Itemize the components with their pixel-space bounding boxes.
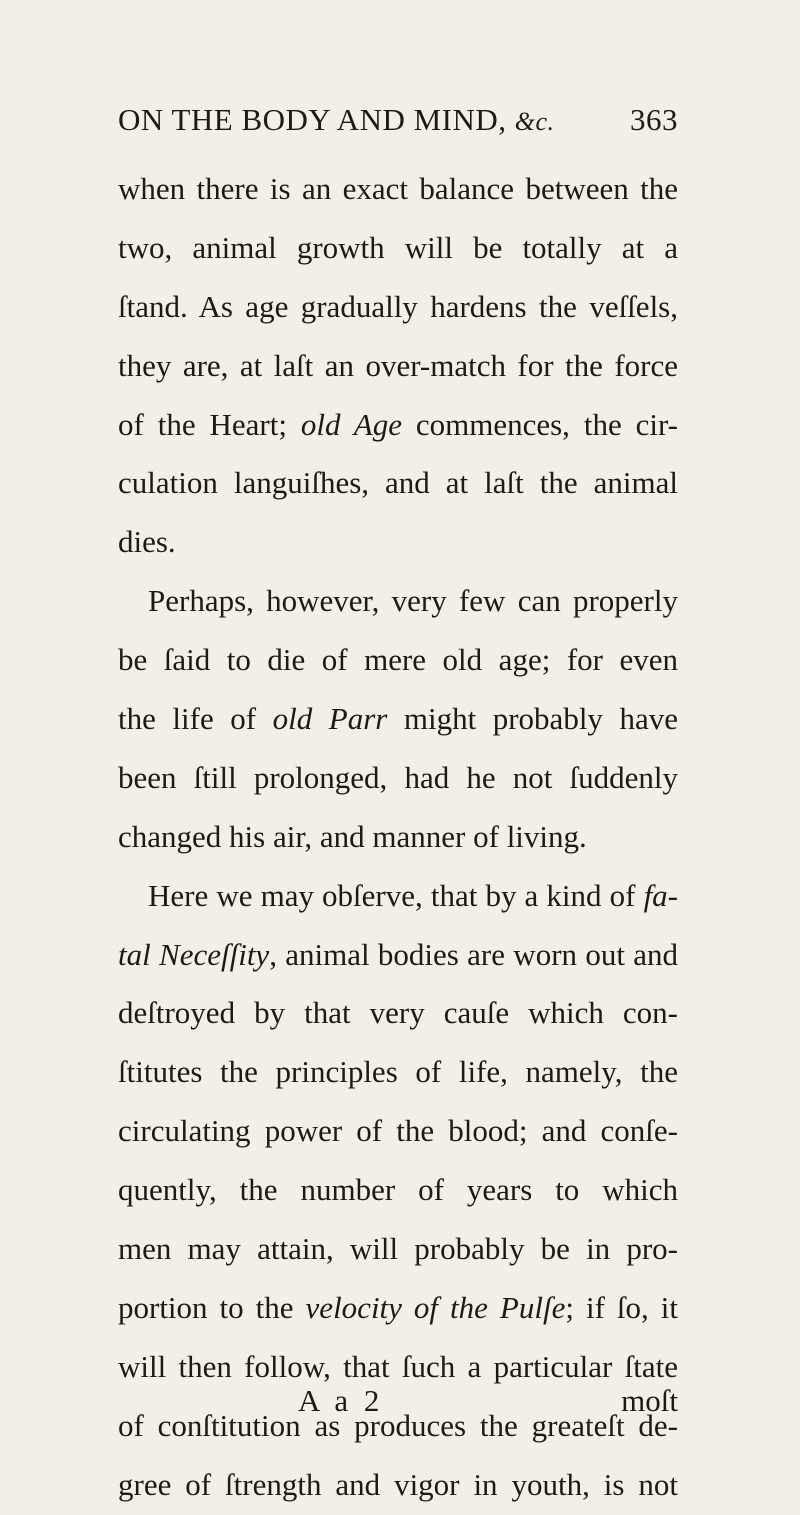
italic-text: velocity of the Pulſe — [305, 1289, 566, 1325]
italic-text: tal Neceſſity — [118, 936, 270, 972]
text-line: when there is an exact balance between the — [118, 171, 678, 206]
italic-text: old Parr — [272, 701, 388, 737]
text-line: ſtitutes the principles of life, namely, the — [118, 1054, 678, 1090]
text-line: culation languiſhes, and at laſt the animal — [118, 465, 678, 501]
italic-text: old Age — [300, 406, 402, 442]
text-line: been ſtill prolonged, had he not ſuddenly — [118, 759, 678, 795]
text-line: of the Heart; old Age commences, the cir- — [118, 406, 678, 442]
running-head: ON THE BODY AND MIND, &c. — [118, 102, 555, 137]
text-line: Here we may obſerve, that by a kind of fa- — [148, 877, 678, 913]
catchword: moſt — [621, 1383, 678, 1418]
text-line: changed his air, and manner of living. — [118, 818, 587, 854]
text-line: ſtand. As age gradually hardens the veſſels, — [118, 288, 678, 324]
signature-mark: A a 2 — [298, 1383, 384, 1418]
page-footer — [118, 1383, 678, 1423]
body-text — [118, 160, 678, 1514]
text-line: men may attain, will probably be in pro- — [118, 1231, 678, 1267]
text-line: gree of ſtrength and vigor in youth, is not — [118, 1466, 678, 1502]
page-number: 363 — [630, 102, 678, 137]
text-line: of conſtitution as produces the greateſt de- — [118, 1407, 678, 1443]
text-line: quently, the number of years to which — [118, 1172, 678, 1208]
text-line: tal Neceſſity, animal bodies are worn out and — [118, 936, 679, 972]
text-line: dies. — [118, 524, 176, 560]
text-line: Perhaps, however, very few can properly — [148, 583, 678, 619]
text-line: two, animal growth will be totally at a — [118, 229, 678, 265]
text-line: be ſaid to die of mere old age; for even — [118, 642, 678, 678]
text-line: circulating power of the blood; and conſe- — [118, 1113, 678, 1149]
text-line: the life of old Parr might probably have — [118, 701, 678, 737]
text-line: deſtroyed by that very cauſe which con- — [118, 995, 678, 1031]
running-head-etc: &c. — [514, 107, 555, 136]
text-line: will then follow, that ſuch a particular ſtate — [118, 1348, 678, 1384]
text-line: portion to the velocity of the Pulſe; if ſo, it — [118, 1289, 678, 1325]
text-line: they are, at laſt an over-match for the force — [118, 347, 678, 383]
page-header — [118, 102, 678, 142]
italic-text: fa- — [643, 877, 678, 913]
